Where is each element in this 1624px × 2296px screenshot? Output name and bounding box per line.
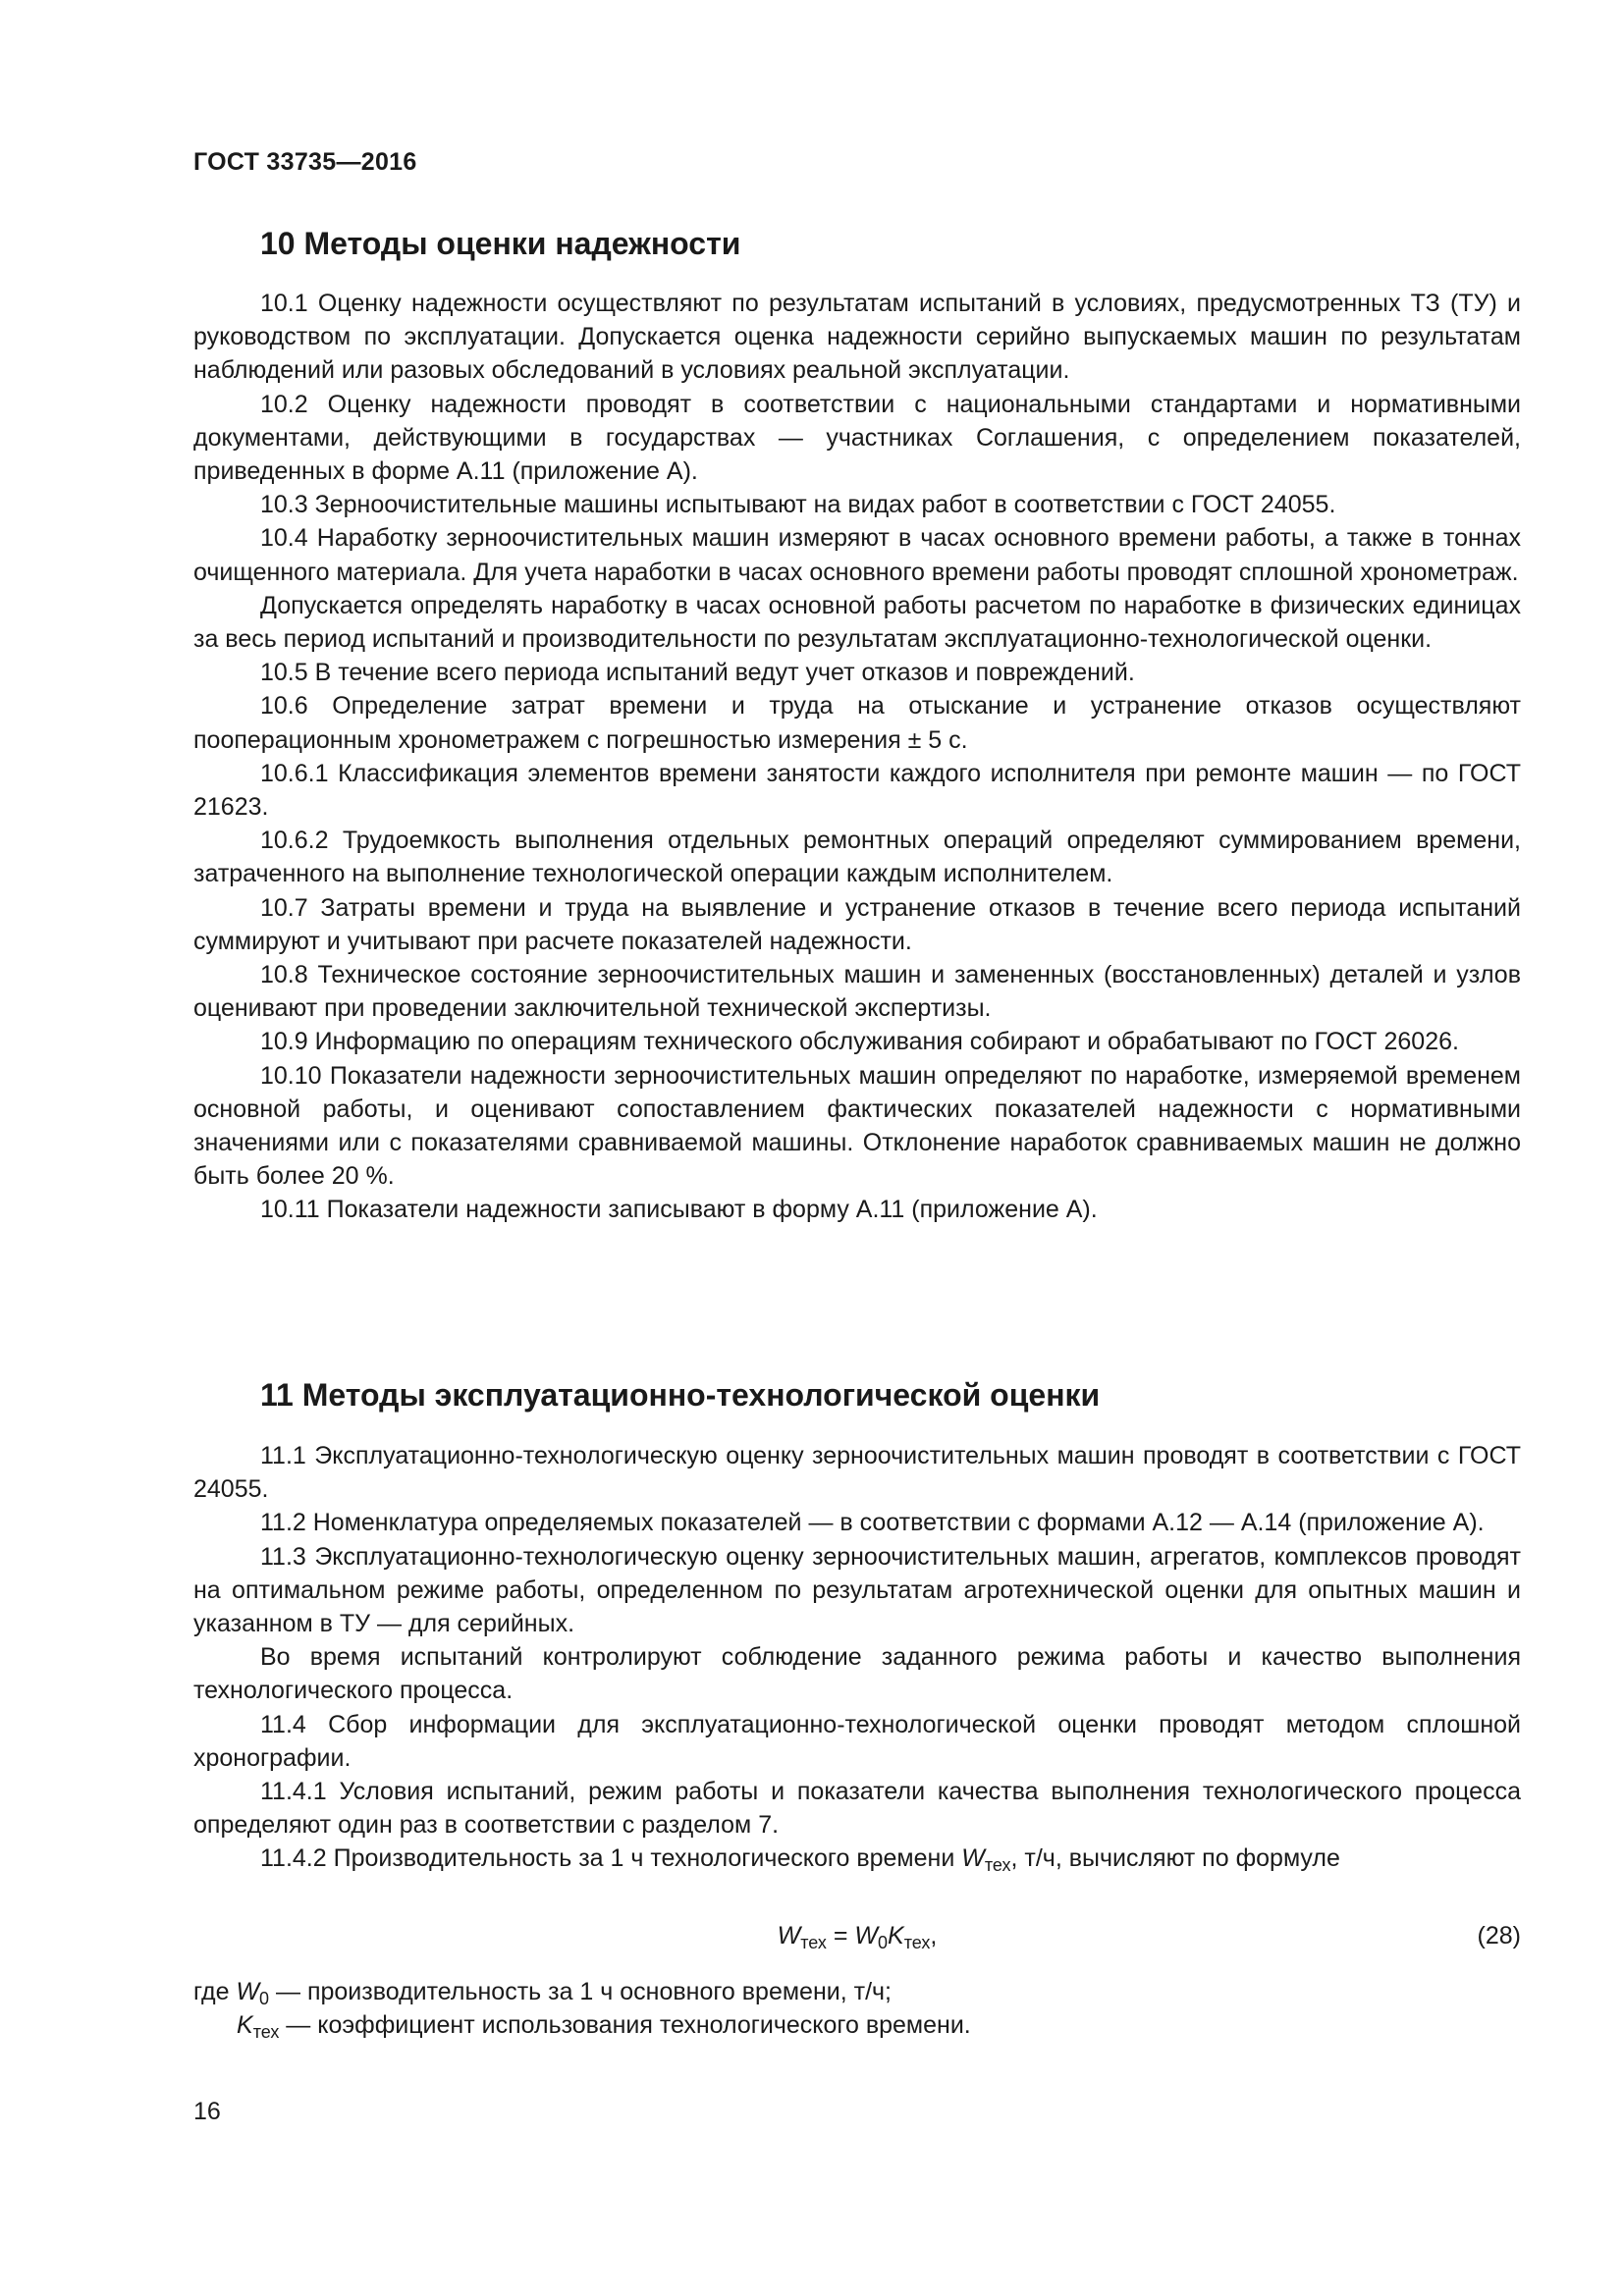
section-10-body <box>193 287 1521 1227</box>
paragraph: 10.6 Определение затрат времени и труда на отыскание и устранение отказов осуществляют пооперационным хронометражем с погрешностью измерения ± 5 с. <box>193 692 1521 754</box>
paragraph: 10.10 Показатели надежности зерноочистительных машин определяют по наработке, измеряемой временем основной работы, и оценивают сопоставлением фактических показателей надежности с нормативными значениями или с показателями сравниваемой машины. Отклонение наработок сравниваемых машин не должно быть более 20 %. <box>193 1061 1521 1191</box>
paragraph: 10.6.2 Трудоемкость выполнения отдельных ремонтных операций определяют суммированием времени, затраченного на выполнение технологической операции каждым исполнителем. <box>193 827 1521 888</box>
paragraph: 10.5 В течение всего периода испытаний ведут учет отказов и повреждений. <box>260 659 1135 687</box>
paragraph: 11.1 Эксплуатационно-технологическую оценку зерноочистительных машин проводят в соответствии с ГОСТ 24055. <box>193 1442 1521 1504</box>
paragraph: 11.2 Номенклатура определяемых показателей — в соответствии с формами А.12 — А.14 (приложение А). <box>260 1509 1485 1537</box>
paragraph: 10.6.1 Классификация элементов времени занятости каждого исполнителя при ремонте машин — по ГОСТ 21623. <box>193 759 1521 822</box>
paragraph: 10.7 Затраты времени и труда на выявление и устранение отказов в течение всего периода испытаний суммируют и учитывают при расчете показателей надежности. <box>193 893 1521 955</box>
paragraph: Допускается определять наработку в часах основной работы расчетом по наработке в физических единицах за весь период испытаний и производительности по результатам эксплуатационно-технологической оценки. <box>193 591 1521 654</box>
paragraph: 10.8 Техническое состояние зерноочистительных машин и замененных (восстановленных) деталей и узлов оценивают при проведении заключительной технической экспертизы. <box>193 961 1521 1023</box>
formula-28 <box>193 1916 1521 1955</box>
legend-item: $K_{тех}$ — коэффициент использования технологического времени. <box>237 2011 971 2042</box>
paragraph: 10.1 Оценку надежности осуществляют по результатам испытаний в условиях, предусмотренных ТЗ (ТУ) и руководством по эксплуатации. Допускается оценка надежности серийно выпускаемых машин по результатам наблюдений или разовых обследований в условиях реальной эксплуатации. <box>193 290 1521 385</box>
paragraph: 11.3 Эксплуатационно-технологическую оценку зерноочистительных машин, агрегатов, комплексов проводят на оптимальном режиме работы, определенном по результатам агротехнической оценки для опытных машин и указанном в ТУ — для серийных. <box>193 1542 1521 1638</box>
legend-item: где $W_0$ — производительность за 1 ч основного времени, т/ч; <box>193 1978 892 2008</box>
section-11-heading: 11 Методы эксплуатационно-технологической оценки <box>260 1377 1101 1413</box>
section-11-body <box>193 1439 1521 1876</box>
paragraph: 10.11 Показатели надежности записывают в форму А.11 (приложение А). <box>260 1196 1098 1224</box>
paragraph: 10.4 Наработку зерноочистительных машин измеряют в часах основного времени работы, а также в тоннах очищенного материала. Для учета наработки в часах основного времени работы проводят сплошной хронометраж. <box>193 524 1521 586</box>
paragraph: 10.2 Оценку надежности проводят в соответствии с национальными стандартами и нормативными документами, действующими в государствах — участниках Соглашения, с определением показателей, приведенных в форме А.11 (приложение А). <box>193 390 1521 486</box>
document-code-header: ГОСТ 33735—2016 <box>193 148 417 176</box>
paragraph: Во время испытаний контролируют соблюдение заданного режима работы и качество выполнения технологического процесса. <box>193 1643 1521 1705</box>
page-number: 16 <box>193 2098 221 2125</box>
formula-legend <box>193 1975 1521 2042</box>
paragraph-11-4-2: 11.4.2 Производительность за 1 ч технологического времени $W_{тех}$, т/ч, вычисляют по формуле <box>260 1844 1340 1876</box>
section-10-heading: 10 Методы оценки надежности <box>260 226 741 261</box>
paragraph: 10.3 Зерноочистительные машины испытывают на видах работ в соответствии с ГОСТ 24055. <box>260 491 1336 519</box>
paragraph: 11.4.1 Условия испытаний, режим работы и показатели качества выполнения технологического процесса определяют один раз в соответствии с разделом 7. <box>193 1778 1521 1840</box>
symbol-w: W <box>961 1844 985 1873</box>
formula-expression: $W_{тех} = W_0K_{тех}$, <box>777 1922 938 1952</box>
paragraph: 11.4 Сбор информации для эксплуатационно-технологической оценки проводят методом сплошной хронографии. <box>193 1710 1521 1772</box>
formula-number: (28) <box>1477 1922 1521 1949</box>
paragraph: 10.9 Информацию по операциям технического обслуживания собирают и обрабатывают по ГОСТ 26026. <box>260 1028 1459 1056</box>
